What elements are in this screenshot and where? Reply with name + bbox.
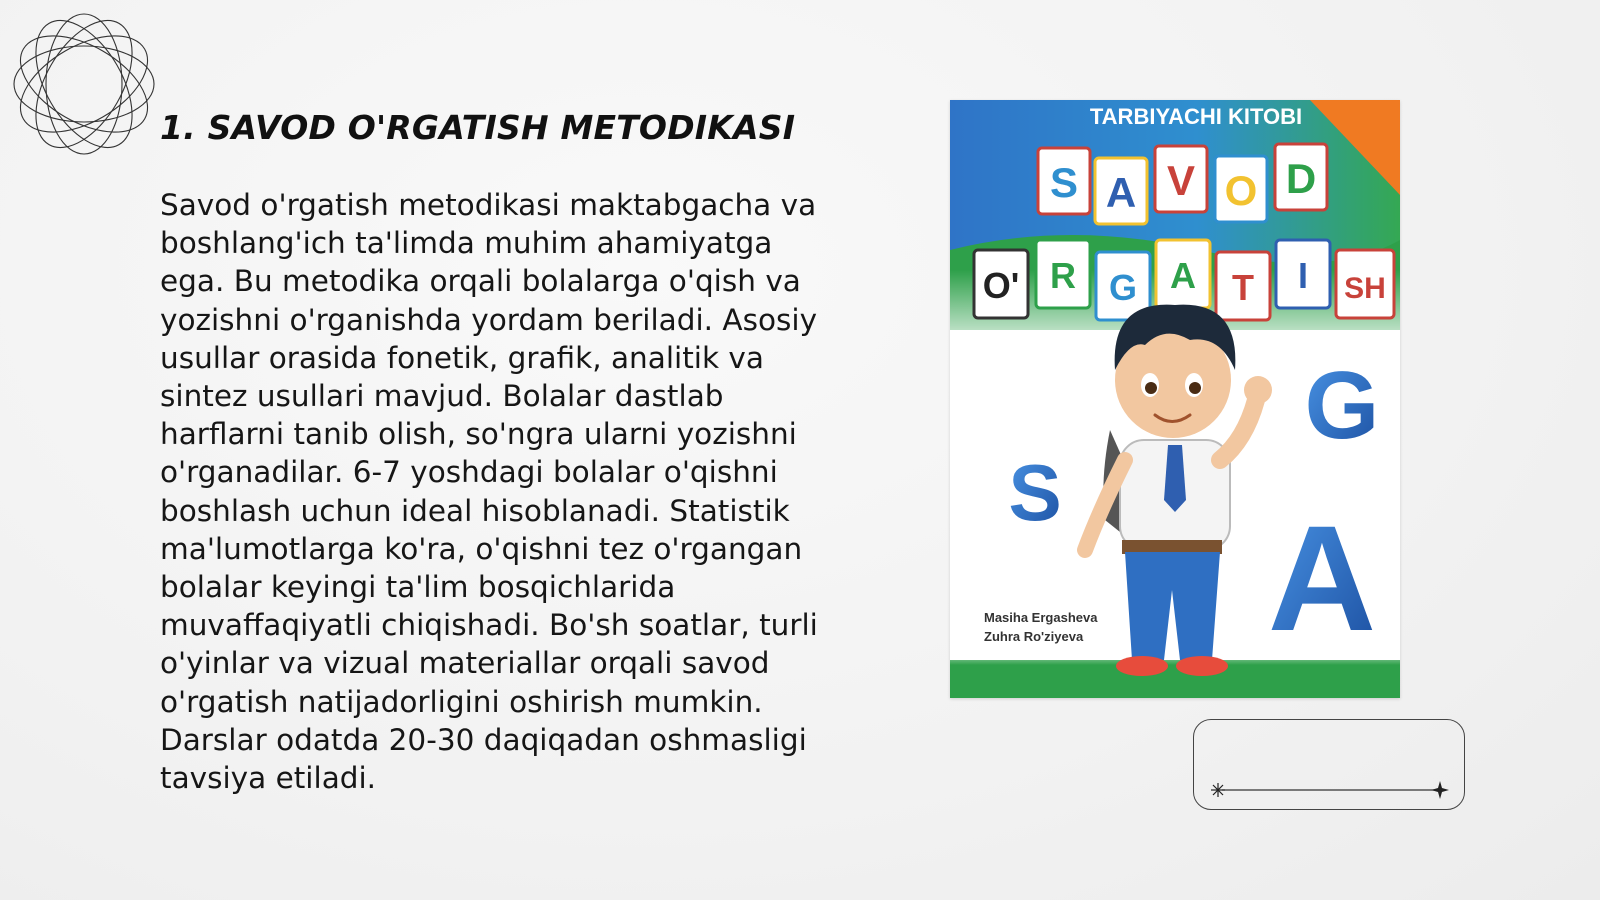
cover-letter: O' [982, 265, 1020, 306]
spirograph-icon [10, 10, 158, 158]
cover-letter: G [1108, 267, 1138, 308]
sparkle-icon [1211, 783, 1225, 797]
cover-letter: A [1105, 169, 1137, 216]
cover-header: TARBIYACHI KITOBI [1089, 104, 1303, 129]
cover-big-letter: S [1008, 448, 1062, 537]
cover-letter: O [1224, 167, 1258, 214]
book-cover-image [950, 100, 1400, 698]
star-icon [1431, 781, 1449, 799]
cover-author: Masiha Ergasheva [984, 610, 1098, 625]
cover-letter: SH [1344, 272, 1386, 305]
cover-letter: T [1232, 267, 1254, 308]
cover-big-letter: A [1267, 494, 1377, 662]
slide-body-text: Savod o'rgatish metodikasi maktabgacha va boshlang'ich ta'limda muhim ahamiyatga ega. Bu metodika orqali bolalarga o'qish va yozishni o'rganishda yordam beriladi. Asosiy usullar orasida fonetik, grafik, analitik va sintez usullari mavjud. Bolalar dastlab harflarni tanib olish, so'ngra ularni yozishni o'rganadilar. 6-7 yoshdagi bolalar o'qishni boshlash uchun ideal hisoblanadi. Statistik ma'lumotlarga ko'ra, o'qishni tez o'rgangan bolalar keyingi ta'lim bosqichlarida muvaffaqiyatli chiqishadi. Bo'sh soatlar, turli o'yinlar va vizual materiallar orqali savod o'rgatish natijadorligini oshirish mumkin. Darslar odatda 20-30 daqiqadan oshmasligi tavsiya etiladi. [160, 188, 818, 796]
cover-letter: A [1170, 255, 1196, 296]
cover-big-letter: G [1304, 352, 1380, 459]
cover-letter: R [1050, 255, 1076, 296]
slide-title: 1. SAVOD O'RGATISH METODIKASI [160, 108, 796, 147]
caption-divider [1208, 780, 1452, 800]
cover-author: Zuhra Ro'ziyeva [984, 629, 1084, 644]
cover-letter: I [1297, 255, 1309, 296]
cover-letter: V [1166, 157, 1196, 204]
cover-letter: D [1285, 155, 1317, 202]
cover-letter: S [1049, 159, 1079, 206]
caption-box [1193, 719, 1465, 810]
